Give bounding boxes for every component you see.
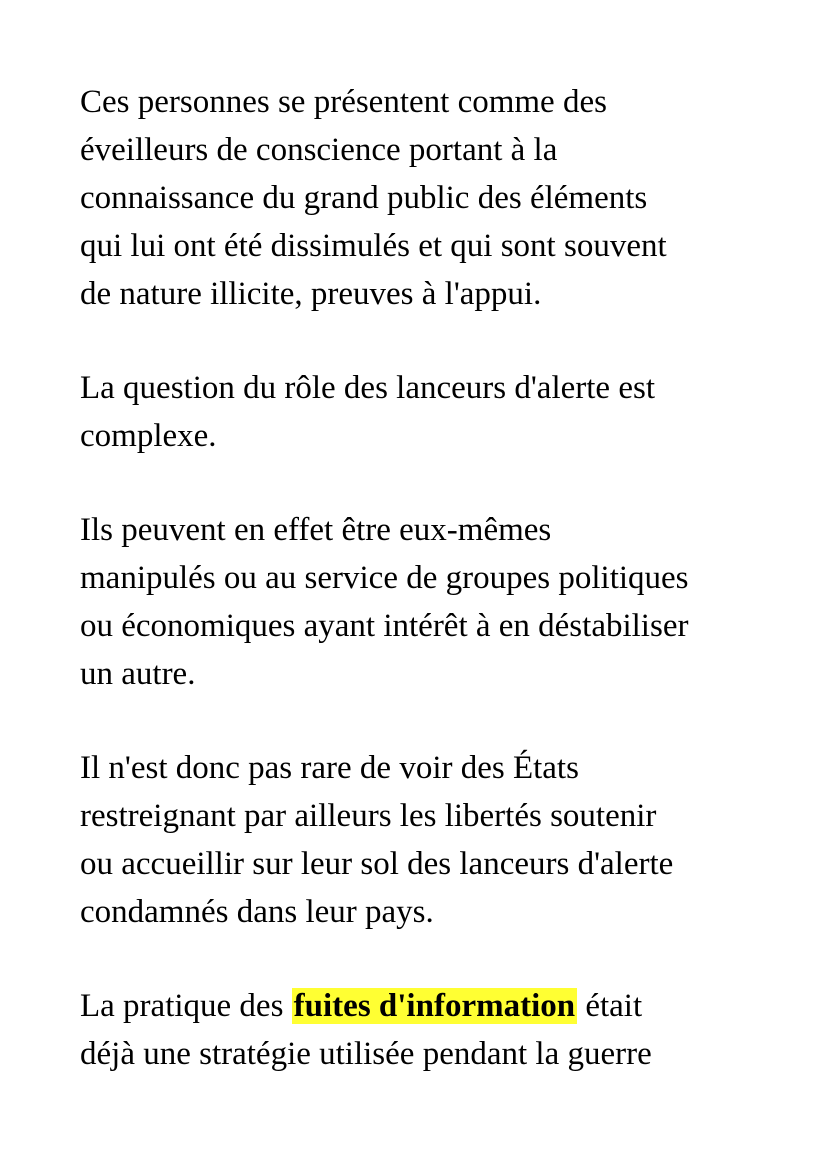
text-line: un autre. (80, 656, 196, 692)
text-line: connaissance du grand public des éléments (80, 180, 648, 216)
text-segment: était (577, 988, 643, 1024)
text-line: déjà une stratégie utilisée pendant la guerre (80, 1036, 652, 1072)
document-body (80, 78, 780, 1124)
text-line: ou accueillir sur leur sol des lanceurs d'alerte (80, 846, 674, 882)
text-line: éveilleurs de conscience portant à la (80, 132, 558, 168)
paragraph-4 (80, 744, 780, 936)
paragraph-1 (80, 78, 780, 318)
text-line: de nature illicite, preuves à l'appui. (80, 276, 542, 312)
text-line: Ces personnes se présentent comme des (80, 84, 607, 120)
highlighted-term: fuites d'information (293, 988, 576, 1024)
text-line: Il n'est donc pas rare de voir des États (80, 750, 579, 786)
paragraph-2 (80, 364, 780, 460)
text-line: condamnés dans leur pays. (80, 894, 434, 930)
text-line: manipulés ou au service de groupes politiques (80, 560, 689, 596)
text-line: restreignant par ailleurs les libertés soutenir (80, 798, 657, 834)
paragraph-3 (80, 506, 780, 698)
text-line (80, 982, 780, 1030)
text-segment: La pratique des (80, 988, 292, 1024)
text-line: Ils peuvent en effet être eux-mêmes (80, 512, 552, 548)
text-line: La question du rôle des lanceurs d'alerte est (80, 370, 655, 406)
text-line: qui lui ont été dissimulés et qui sont souvent (80, 228, 667, 264)
text-line: ou économiques ayant intérêt à en déstabiliser (80, 608, 689, 644)
text-line: complexe. (80, 418, 217, 454)
paragraph-5 (80, 982, 780, 1078)
